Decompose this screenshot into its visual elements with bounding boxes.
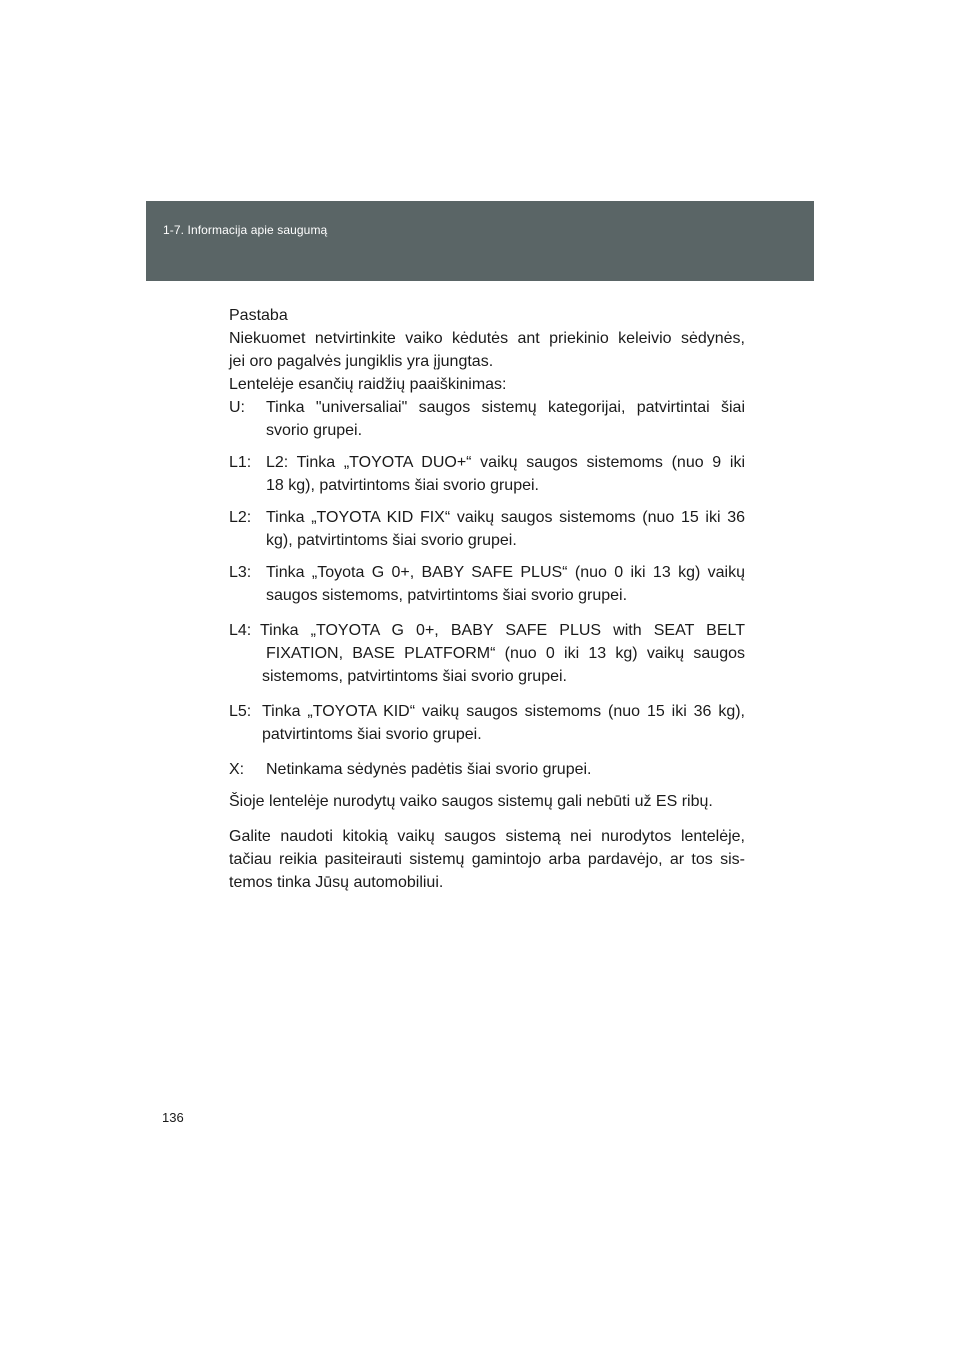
warning-line-2: jei oro pagalvės jungiklis yra įjungtas. <box>229 353 494 370</box>
legend-text: Tinka "universaliai" saugos sistemų kategorijai, patvirtintai šiai <box>266 399 745 416</box>
legend-text: Tinka „TOYOTA G 0+, BABY SAFE PLUS with SEAT BELT <box>260 622 745 639</box>
legend-item-l3 <box>229 561 745 607</box>
closing-line-2: tačiau reikia pasiteirauti sistemų gamintojo arba pardavėjo, ar tos sis- <box>229 851 745 868</box>
legend-text: saugos sistemoms, patvirtintoms šiai svorio grupei. <box>266 587 628 604</box>
note-title: Pastaba <box>229 307 288 324</box>
legend-text: svorio grupei. <box>266 422 363 439</box>
legend-code: L4: <box>229 622 252 639</box>
legend-item-l2 <box>229 506 745 552</box>
warning-line-1: Niekuomet netvirtinkite vaiko kėdutės ant priekinio keleivio sėdynės, <box>229 330 745 347</box>
legend-text: patvirtintoms šiai svorio grupei. <box>262 726 482 743</box>
closing-line-3: temos tinka Jūsų automobiliui. <box>229 874 444 891</box>
legend-text: Tinka „Toyota G 0+, BABY SAFE PLUS“ (nuo 0 iki 13 kg) vaikų <box>266 564 745 581</box>
legend-text: sistemoms, patvirtintoms šiai svorio grupei. <box>262 668 567 685</box>
legend-text: Netinkama sėdynės padėtis šiai svorio grupei. <box>266 761 592 778</box>
legend-code: L1: <box>229 454 252 471</box>
legend-text: FIXATION, BASE PLATFORM“ (nuo 0 iki 13 kg) vaikų saugos <box>266 645 745 662</box>
section-header-band <box>146 201 814 281</box>
legend-code: L3: <box>229 564 252 581</box>
legend-code: L2: <box>229 509 252 526</box>
legend-text: Tinka „TOYOTA KID FIX“ vaikų saugos sistemoms (nuo 15 iki 36 <box>266 509 745 526</box>
legend-text: 18 kg), patvirtintoms šiai svorio grupei. <box>266 477 539 494</box>
legend-item-l4 <box>229 619 745 688</box>
legend-text: L2: Tinka „TOYOTA DUO+“ vaikų saugos sistemoms (nuo 9 iki <box>266 454 745 471</box>
legend-item-u <box>229 396 745 442</box>
eu-note: Šioje lentelėje nurodytų vaiko saugos sistemų gali nebūti už ES ribų. <box>229 793 713 810</box>
legend-code: U: <box>229 399 245 416</box>
closing-line-1: Galite naudoti kitokią vaikų saugos sistemą nei nurodytos lentelėje, <box>229 828 745 845</box>
legend-title: Lentelėje esančių raidžių paaiškinimas: <box>229 376 507 393</box>
legend-item-l1 <box>229 451 745 497</box>
legend-item-l5 <box>229 700 745 746</box>
legend-item-x <box>229 758 745 781</box>
legend-text: Tinka „TOYOTA KID“ vaikų saugos sistemoms (nuo 15 iki 36 kg), <box>262 703 745 720</box>
page-number: 136 <box>162 1110 184 1125</box>
legend-code: X: <box>229 761 245 778</box>
closing-paragraph <box>229 825 745 894</box>
legend-code: L5: <box>229 703 252 720</box>
legend-text: kg), patvirtintoms šiai svorio grupei. <box>266 532 517 549</box>
main-content <box>229 304 745 894</box>
section-title: 1-7. Informacija apie saugumą <box>163 223 328 237</box>
